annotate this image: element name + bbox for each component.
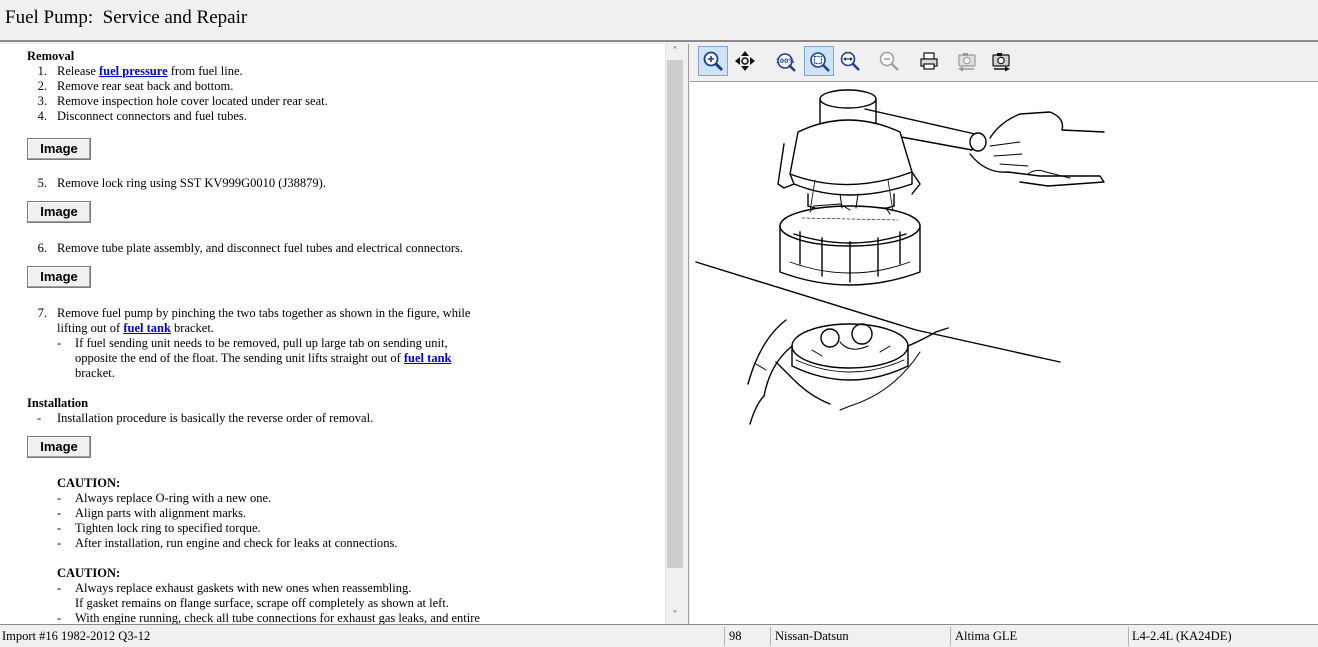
document-pane[interactable] — [0, 44, 665, 624]
caution-1-item: - Always replace O-ring with a new one. — [57, 491, 272, 505]
status-model: Altima GLE — [955, 629, 1018, 643]
fuel-pressure-link[interactable]: fuel pressure — [99, 64, 168, 78]
status-import: Import #16 1982-2012 Q3-12 — [2, 629, 151, 643]
pan-icon[interactable] — [730, 46, 760, 76]
status-engine: L4-2.4L (KA24DE) — [1132, 629, 1232, 643]
caution-2-item: - With engine running, check all tube connections for exhaust gas leaks, and entire — [57, 611, 480, 624]
step-7-substep-line-3: bracket. — [75, 366, 115, 380]
actual-size-label: 100% — [775, 58, 795, 65]
fuel-pump-diagram — [690, 84, 1318, 624]
vertical-scrollbar[interactable] — [665, 44, 683, 624]
caution-1-item: - Align parts with alignment marks. — [57, 506, 247, 520]
next-image-icon[interactable] — [986, 46, 1016, 76]
scroll-thumb[interactable] — [667, 60, 683, 568]
status-divider — [1128, 627, 1129, 646]
caution-2-continuation: If gasket remains on flange surface, scrape off completely as shown at left. — [75, 596, 449, 610]
procedure-document — [27, 49, 657, 624]
step-5: 5. Remove lock ring using SST KV999G0010 (J38879). — [37, 176, 326, 190]
print-icon[interactable] — [914, 46, 944, 76]
image-button-2[interactable]: Image — [27, 201, 91, 223]
window-title: Fuel Pump: Service and Repair — [5, 7, 248, 28]
fuel-tank-link-1[interactable]: fuel tank — [123, 321, 171, 335]
actual-size-icon[interactable] — [770, 46, 800, 76]
image-button-1[interactable]: Image — [27, 138, 91, 160]
special-tool — [778, 90, 986, 224]
caution-2-item: - Always replace exhaust gaskets with new ones when reassembling. — [57, 581, 412, 595]
step-7: 7. Remove fuel pump by pinching the two tabs together as shown in the figure, while — [37, 306, 471, 320]
step-6: 6. Remove tube plate assembly, and disconnect fuel tubes and electrical connectors. — [37, 241, 463, 255]
zoom-in-icon[interactable] — [698, 46, 728, 76]
fuel-tank-link-2[interactable]: fuel tank — [403, 351, 452, 365]
status-bar — [0, 624, 1318, 647]
viewer-toolbar — [690, 44, 1318, 82]
removal-heading: Removal — [27, 49, 75, 63]
step-7-substep: - If fuel sending unit needs to be removed, pull up large tab on sending unit, — [57, 336, 448, 350]
hand-illustration — [970, 112, 1104, 186]
status-make: Nissan-Datsun — [775, 629, 849, 643]
zoom-out-icon[interactable] — [874, 46, 904, 76]
zoom-width-icon[interactable] — [835, 46, 865, 76]
scroll-up-arrow-icon[interactable]: ˄ — [672, 46, 678, 57]
previous-image-icon[interactable] — [952, 46, 982, 76]
step-7-substep-line-2: opposite the end of the float. The sending unit lifts straight out of fuel tank — [75, 351, 452, 365]
step-4: 4. Disconnect connectors and fuel tubes. — [37, 109, 247, 123]
pane-splitter[interactable] — [683, 44, 689, 624]
status-divider — [770, 627, 771, 646]
caution-1-item: - Tighten lock ring to specified torque. — [57, 521, 261, 535]
caution-heading-1: CAUTION: — [57, 476, 121, 490]
status-page: 98 — [729, 629, 742, 643]
status-divider — [724, 627, 725, 646]
scroll-down-arrow-icon[interactable]: ˅ — [672, 610, 678, 621]
title-bar — [0, 0, 1318, 42]
lock-ring — [780, 194, 920, 285]
status-divider — [950, 627, 951, 646]
step-3: 3. Remove inspection hole cover located under rear seat. — [37, 94, 328, 108]
installation-item: - Installation procedure is basically the reverse order of removal. — [37, 411, 374, 425]
installation-heading: Installation — [27, 396, 89, 410]
step-2: 2. Remove rear seat back and bottom. — [37, 79, 234, 93]
step-1: 1. Release fuel pressure from fuel line. — [37, 64, 243, 78]
image-button-3[interactable]: Image — [27, 266, 91, 288]
step-7-continued: lifting out of fuel tank bracket. — [57, 321, 214, 335]
image-button-4[interactable]: Image — [27, 436, 91, 458]
image-viewer-pane — [690, 44, 1318, 624]
caution-heading-2: CAUTION: — [57, 566, 121, 580]
zoom-to-fit-icon[interactable] — [804, 46, 834, 76]
caution-1-item: - After installation, run engine and check for leaks at connections. — [57, 536, 398, 550]
